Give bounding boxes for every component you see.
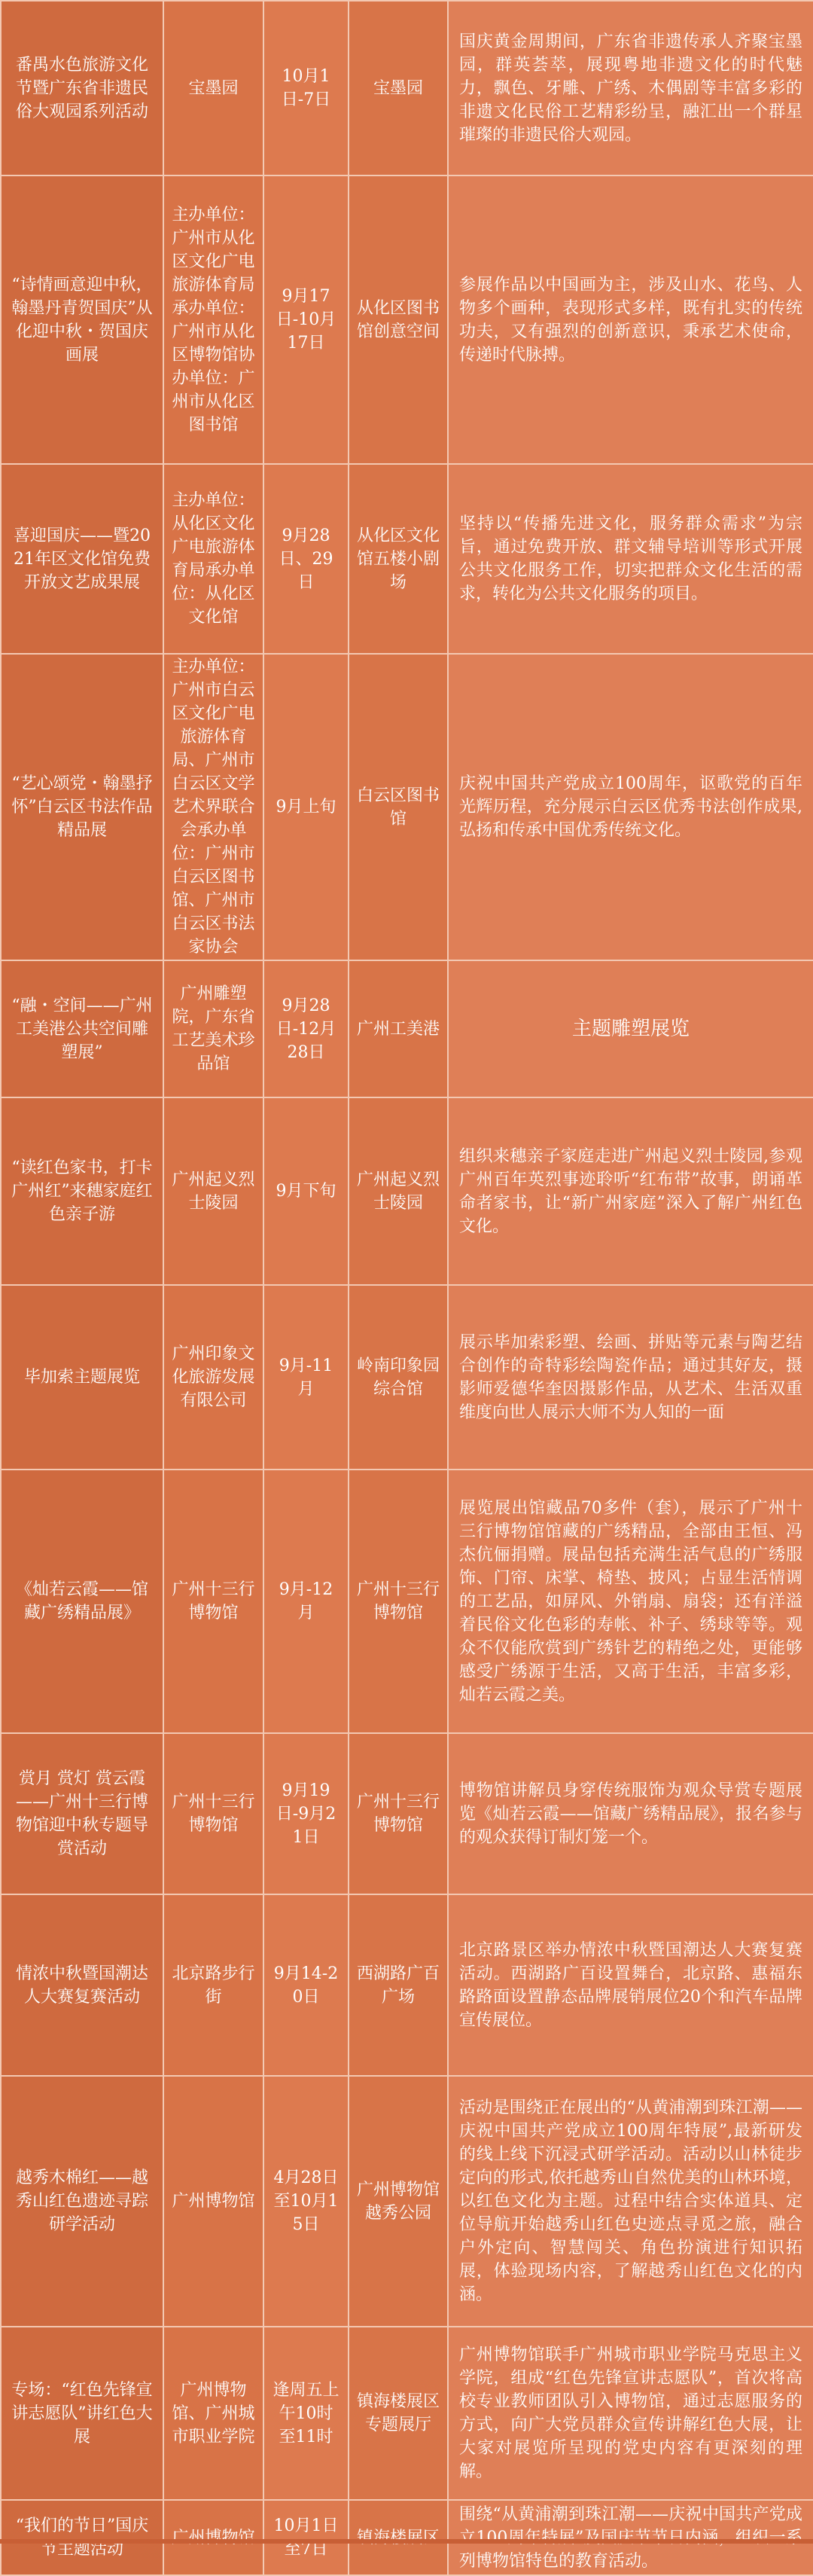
- activity-organizer: 广州印象文化旅游发展有限公司: [163, 1285, 263, 1470]
- activity-date: 9月19日-9月21日: [263, 1733, 349, 1894]
- activity-name: 毕加索主题展览: [1, 1285, 163, 1470]
- activity-description: 展示毕加索彩塑、绘画、拼贴等元素与陶艺结合创作的奇特彩绘陶瓷作品；通过其好友，摄影师爱德华奎因摄影作品，从艺术、生活双重维度向世人展示大师不为人知的一面: [448, 1285, 813, 1470]
- activity-table-body: [1, 1, 813, 2575]
- activity-venue: 白云区图书馆: [349, 654, 448, 960]
- activity-organizer: 广州博物馆: [163, 2076, 263, 2327]
- activity-venue: 岭南印象园综合馆: [349, 1285, 448, 1470]
- activity-date: 9月14-20日: [263, 1894, 349, 2076]
- activity-date: 10月1日-7日: [263, 1, 349, 175]
- activity-name: “读红色家书，打卡广州红”来穗家庭红色亲子游: [1, 1097, 163, 1285]
- activity-venue: 西湖路广百广场: [349, 1894, 448, 2076]
- activity-organizer: 北京路步行街: [163, 1894, 263, 2076]
- activity-description: 坚持以“传播先进文化，服务群众需求”为宗旨，通过免费开放、群文辅导培训等形式开展公共文化服务工作，切实把群众文化生活的需求，转化为公共文化服务的项目。: [448, 464, 813, 654]
- activity-description: 主题雕塑展览: [448, 960, 813, 1097]
- activity-date: 9月-12月: [263, 1470, 349, 1733]
- bottom-strip: [0, 2539, 813, 2544]
- activity-description: 参展作品以中国画为主，涉及山水、花鸟、人物多个画种，表现形式多样，既有扎实的传统功夫，又有强烈的创新意识，秉承艺术使命，传递时代脉搏。: [448, 175, 813, 464]
- activity-description: 组织来穗亲子家庭走进广州起义烈士陵园,参观广州百年英烈事迹聆听“红布带”故事，朗诵革命者家书，让“新广州家庭”深入了解广州红色文化。: [448, 1097, 813, 1285]
- table-row: [1, 2500, 813, 2575]
- activity-name: 《灿若云霞——馆藏广绣精品展》: [1, 1470, 163, 1733]
- activity-venue: 镇海楼展区: [349, 2500, 448, 2575]
- activity-name: 越秀木棉红——越秀山红色遗迹寻踪研学活动: [1, 2076, 163, 2327]
- table-row: [1, 1733, 813, 1894]
- table-row: [1, 1, 813, 175]
- table-row: [1, 2327, 813, 2500]
- activity-organizer: 广州十三行博物馆: [163, 1470, 263, 1733]
- table-row: [1, 175, 813, 464]
- activity-venue: 广州起义烈士陵园: [349, 1097, 448, 1285]
- activity-organizer: 宝墨园: [163, 1, 263, 175]
- activity-date: 9月上旬: [263, 654, 349, 960]
- activity-date: 4月28日至10月15日: [263, 2076, 349, 2327]
- activity-organizer: 主办单位：广州市从化区文化广电旅游体育局承办单位：广州市从化区博物馆协办单位：广州市从化区图书馆: [163, 175, 263, 464]
- activity-name: “融・空间——广州工美港公共空间雕塑展”: [1, 960, 163, 1097]
- activity-organizer: 主办单位：广州市白云区文化广电旅游体育局、广州市白云区文学艺术界联合会承办单位：广州市白云区图书馆、广州市白云区书法家协会: [163, 654, 263, 960]
- table-row: [1, 960, 813, 1097]
- activity-venue: 从化区文化馆五楼小剧场: [349, 464, 448, 654]
- activity-venue: 镇海楼展区专题展厅: [349, 2327, 448, 2500]
- activity-organizer: 主办单位：从化区文化广电旅游体育局承办单位：从化区文化馆: [163, 464, 263, 654]
- activity-description: 广州博物馆联手广州城市职业学院马克思主义学院，组成“红色先锋宣讲志愿队”，首次将高校专业教师团队引入博物馆，通过志愿服务的方式，向广大党员群众宣传讲解红色大展，让大家对展览所呈现的党史内容有更深刻的理解。: [448, 2327, 813, 2500]
- activity-description: 博物馆讲解员身穿传统服饰为观众导赏专题展览《灿若云霞——馆藏广绣精品展》，报名参与的观众获得订制灯笼一个。: [448, 1733, 813, 1894]
- activity-date: 9月下旬: [263, 1097, 349, 1285]
- activity-description: 展览展出馆藏品70多件（套），展示了广州十三行博物馆馆藏的广绣精品，全部由王恒、冯杰伉俪捐赠。展品包括充满生活气息的广绣服饰、门帘、床掌、椅垫、披风；占显生活情调的工艺品，如屏风、外销扇、扇袋；还有洋溢着民俗文化色彩的寿帐、补子、绣球等等。观众不仅能欣赏到广绣针艺的精绝之处，更能够感受广绣源于生活，又高于生活，丰富多彩，灿若云霞之美。: [448, 1470, 813, 1733]
- activity-name: 番禺水色旅游文化节暨广东省非遗民俗大观园系列活动: [1, 1, 163, 175]
- activity-date: 逢周五上午10时至11时: [263, 2327, 349, 2500]
- activity-venue: 广州十三行博物馆: [349, 1470, 448, 1733]
- activity-venue: 广州博物馆越秀公园: [349, 2076, 448, 2327]
- activity-description: 北京路景区举办情浓中秋暨国潮达人大赛复赛活动。西湖路广百设置舞台，北京路、惠福东路路面设置静态品牌展销展位20个和汽车品牌宣传展位。: [448, 1894, 813, 2076]
- activity-venue: 从化区图书馆创意空间: [349, 175, 448, 464]
- activity-name: “我们的节日”国庆节主题活动: [1, 2500, 163, 2575]
- activity-name: 专场：“红色先锋宣讲志愿队”讲红色大展: [1, 2327, 163, 2500]
- activity-date: 9月17日-10月17日: [263, 175, 349, 464]
- activity-organizer: 广州十三行博物馆: [163, 1733, 263, 1894]
- activity-date: 10月1日至7日: [263, 2500, 349, 2575]
- activity-organizer: 广州起义烈士陵园: [163, 1097, 263, 1285]
- table-row: [1, 654, 813, 960]
- activity-organizer: 广州博物馆: [163, 2500, 263, 2575]
- activity-organizer: 广州博物馆、广州城市职业学院: [163, 2327, 263, 2500]
- activity-name: “艺心颂党・翰墨抒怀”白云区书法作品精品展: [1, 654, 163, 960]
- table-row: [1, 1470, 813, 1733]
- activity-venue: 宝墨园: [349, 1, 448, 175]
- table-row: [1, 2076, 813, 2327]
- activity-date: 9月-11月: [263, 1285, 349, 1470]
- activity-venue: 广州工美港: [349, 960, 448, 1097]
- activity-description: 围绕“从黄浦潮到珠江潮——庆祝中国共产党成立100周年特展”及国庆节节日内涵，组织一系列博物馆特色的教育活动。: [448, 2500, 813, 2575]
- activity-name: 喜迎国庆——暨2021年区文化馆免费开放文艺成果展: [1, 464, 163, 654]
- table-row: [1, 464, 813, 654]
- activity-name: “诗情画意迎中秋，翰墨丹青贺国庆”从化迎中秋・贺国庆画展: [1, 175, 163, 464]
- table-row: [1, 1285, 813, 1470]
- table-row: [1, 1097, 813, 1285]
- activity-description: 活动是围绕正在展出的“从黄浦潮到珠江潮——庆祝中国共产党成立100周年特展”,最新研发的线上线下沉浸式研学活动。活动以山林徒步定向的形式,依托越秀山自然优美的山林环境，以红色文化为主题。过程中结合实体道具、定位导航开始越秀山红色史迹点寻觅之旅，融合户外定向、智慧闯关、角色扮演进行知识拓展，体验现场内容，了解越秀山红色文化的内涵。: [448, 2076, 813, 2327]
- table-row: [1, 1894, 813, 2076]
- activity-organizer: 广州雕塑院，广东省工艺美术珍品馆: [163, 960, 263, 1097]
- activity-date: 9月28日-12月28日: [263, 960, 349, 1097]
- activity-name: 情浓中秋暨国潮达人大赛复赛活动: [1, 1894, 163, 2076]
- activity-description: 国庆黄金周期间，广东省非遗传承人齐聚宝墨园，群英荟萃，展现粤地非遗文化的时代魅力，飘色、牙雕、广绣、木偶剧等丰富多彩的非遗文化民俗工艺精彩纷呈，融汇出一个群星璀璨的非遗民俗大观园。: [448, 1, 813, 175]
- activity-name: 赏月 赏灯 赏云霞——广州十三行博物馆迎中秋专题导赏活动: [1, 1733, 163, 1894]
- activity-venue: 广州十三行博物馆: [349, 1733, 448, 1894]
- activity-description: 庆祝中国共产党成立100周年，讴歌党的百年光辉历程，充分展示白云区优秀书法创作成果,弘扬和传承中国优秀传统文化。: [448, 654, 813, 960]
- activity-date: 9月28日、29日: [263, 464, 349, 654]
